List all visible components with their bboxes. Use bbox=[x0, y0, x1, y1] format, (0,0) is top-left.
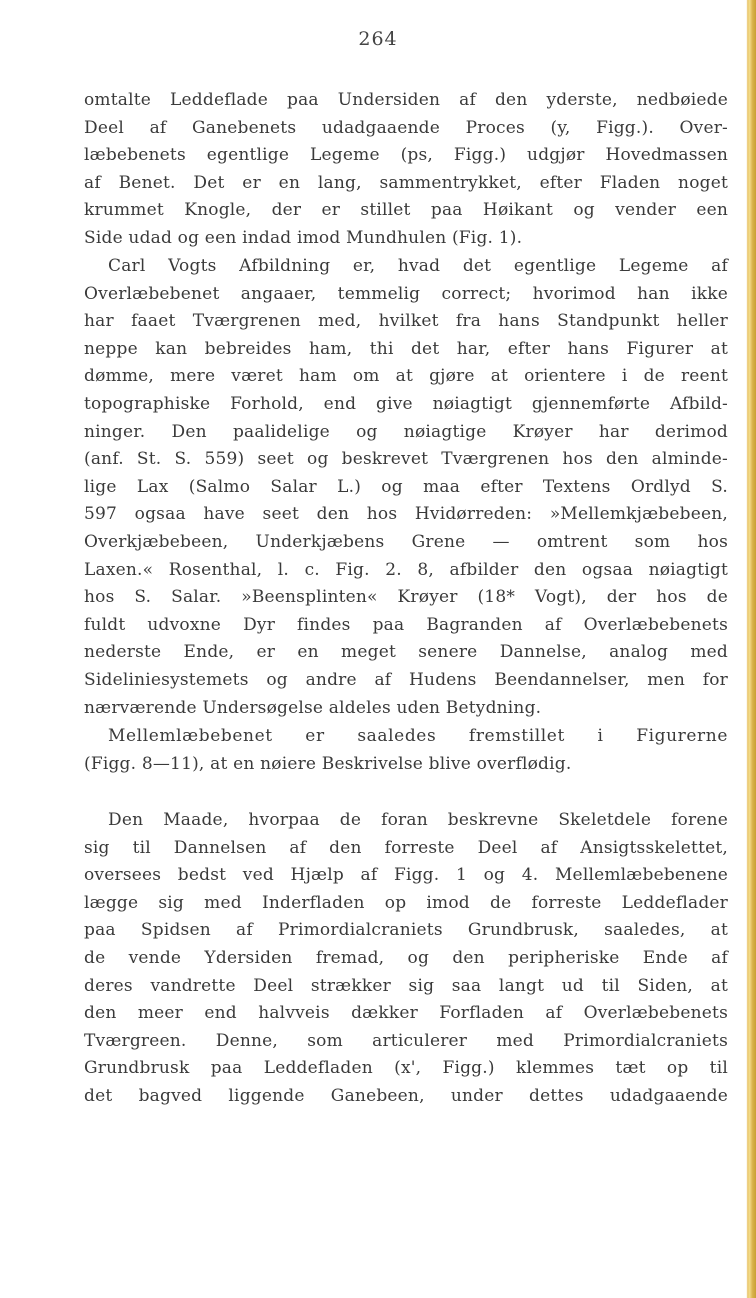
text-line: de vende Ydersiden fremad, og den peripheriske Ende af bbox=[84, 947, 728, 968]
page-edge-strip bbox=[740, 0, 756, 1298]
text-line: Carl Vogts Afbildning er, hvad det egentlige Legeme af bbox=[108, 256, 728, 276]
text-line: Grundbrusk paa Leddefladen (x', Figg.) klemmes tæt op til bbox=[84, 1058, 728, 1079]
text-line: deres vandrette Deel strækker sig saa langt ud til Siden, at bbox=[84, 975, 728, 996]
text-line: sig til Dannelsen af den forreste Deel af Ansigtsskelettet, bbox=[84, 837, 728, 858]
text-line: 597 ogsaa have seet den hos Hvidørreden: »Mellemkjæbebeen, bbox=[84, 504, 728, 525]
paragraph-1 bbox=[84, 87, 728, 253]
text-line: nederste Ende, er en meget senere Dannelse, analog med bbox=[84, 642, 728, 663]
text-line: af Benet. Det er en lang, sammentrykket, efter Fladen noget bbox=[84, 172, 728, 193]
paragraph-3 bbox=[84, 723, 728, 778]
text-line: ninger. Den paalidelige og nøiagtige Krøyer har derimod bbox=[84, 421, 728, 442]
text-line: Overkjæbebeen, Underkjæbens Grene — omtrent som hos bbox=[84, 531, 728, 552]
text-line: neppe kan bebreides ham, thi det har, efter hans Figurer at bbox=[84, 338, 728, 359]
text-line: læbebenets egentlige Legeme (ps, Figg.) udgjør Hovedmassen bbox=[84, 145, 728, 166]
text-line: Laxen.« Rosenthal, l. c. Fig. 2. 8, afbilder den ogsaa nøiagtigt bbox=[84, 559, 728, 580]
text-line: lige Lax (Salmo Salar L.) og maa efter Textens Ordlyd S. bbox=[84, 476, 728, 497]
paragraph-2 bbox=[84, 253, 728, 722]
page-number: 264 bbox=[358, 28, 398, 50]
text-line: (Figg. 8—11), at en nøiere Beskrivelse blive overflødig. bbox=[84, 753, 572, 774]
text-line: dømme, mere været ham om at gjøre at orientere i de reent bbox=[84, 366, 728, 387]
text-line: Tværgreen. Denne, som articulerer med Primordialcraniets bbox=[84, 1030, 728, 1051]
text-line: har faaet Tværgrenen med, hvilket fra hans Standpunkt heller bbox=[84, 311, 728, 332]
text-line: paa Spidsen af Primordialcraniets Grundbrusk, saaledes, at bbox=[84, 920, 728, 941]
text-line: hos S. Salar. »Beensplinten« Krøyer (18* Vogt), der hos de bbox=[84, 587, 728, 608]
text-line: (anf. St. S. 559) seet og beskrevet Tværgrenen hos den alminde- bbox=[84, 449, 728, 470]
text-line: Overlæbebenet angaaer, temmelig correct; hvorimod han ikke bbox=[84, 283, 728, 304]
text-line: Mellemlæbebenet er saaledes fremstillet i Figurerne bbox=[108, 726, 728, 746]
text-line: lægge sig med Inderfladen op imod de forreste Leddeflader bbox=[84, 892, 728, 913]
text-line: topographiske Forhold, end give nøiagtigt gjennemførte Afbild- bbox=[84, 393, 728, 414]
text-line: den meer end halvveis dækker Forfladen af Overlæbebenets bbox=[84, 1003, 728, 1024]
paragraph-4 bbox=[84, 807, 728, 1111]
text-line: nærværende Undersøgelse aldeles uden Betydning. bbox=[84, 697, 542, 718]
text-line: Sideliniesystemets og andre af Hudens Beendannelser, men for bbox=[84, 669, 728, 690]
text-line: det bagved liggende Ganebeen, under dettes udadgaaende bbox=[84, 1085, 728, 1106]
text-line: Den Maade, hvorpaa de foran beskrevne Skeletdele forene bbox=[108, 810, 728, 830]
text-line: omtalte Leddeflade paa Undersiden af den yderste, nedbøiede bbox=[84, 90, 728, 110]
text-line: krummet Knogle, der er stillet paa Høikant og vender een bbox=[84, 200, 728, 221]
text-line: Deel af Ganebenets udadgaaende Proces (y, Figg.). Over- bbox=[84, 117, 728, 138]
text-line: Side udad og een indad imod Mundhulen (Fig. 1). bbox=[84, 227, 523, 248]
text-line: oversees bedst ved Hjælp af Figg. 1 og 4. Mellemlæbebenene bbox=[84, 865, 728, 886]
text-line: fuldt udvoxne Dyr findes paa Bagranden af Overlæbebenets bbox=[84, 614, 728, 635]
